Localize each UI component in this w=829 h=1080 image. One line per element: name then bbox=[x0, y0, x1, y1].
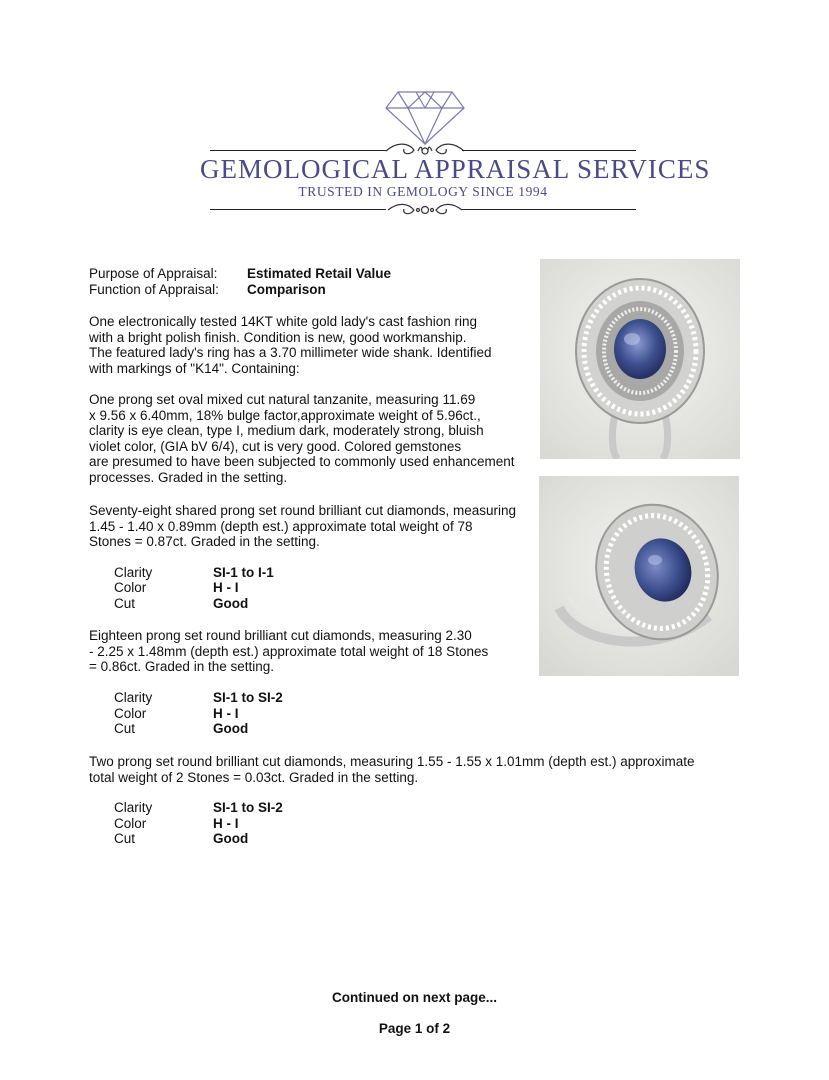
flourish-ornament-bottom bbox=[384, 199, 466, 221]
purpose-value: Estimated Retail Value bbox=[247, 266, 392, 281]
continued-note: Continued on next page... bbox=[332, 990, 497, 1005]
center-stone-line: processes. Graded in the setting. bbox=[89, 469, 288, 485]
company-tagline: TRUSTED IN GEMOLOGY SINCE 1994 bbox=[298, 184, 548, 199]
diamond-group-line: Seventy-eight shared prong set round brilliant cut diamonds, measuring bbox=[89, 503, 516, 518]
diamond-group-line: = 0.86ct. Graded in the setting. bbox=[89, 659, 274, 675]
cut-value: Good bbox=[213, 831, 249, 846]
color-label: Color bbox=[114, 816, 147, 831]
diamond-group-line: Stones = 0.87ct. Graded in the setting. bbox=[89, 534, 320, 550]
clarity-label: Clarity bbox=[114, 690, 153, 705]
header-rule bbox=[462, 150, 636, 151]
center-stone-line: are presumed to have been subjected to commonly used enhancement bbox=[89, 454, 515, 470]
company-name: GEMOLOGICAL APPRAISAL SERVICES bbox=[200, 154, 711, 184]
cut-value: Good bbox=[213, 596, 249, 611]
clarity-value: SI-1 to SI-2 bbox=[213, 800, 283, 815]
diamond-group-line: - 2.25 x 1.48mm (depth est.) approximate total weight of 18 Stones bbox=[89, 643, 489, 659]
diamond-group-description bbox=[89, 503, 516, 550]
clarity-label: Clarity bbox=[114, 565, 153, 580]
ring-photo-front bbox=[540, 259, 740, 459]
purpose-label: Purpose of Appraisal: bbox=[89, 266, 218, 281]
header-rule bbox=[210, 150, 386, 151]
color-value: H - I bbox=[213, 816, 239, 831]
color-label: Color bbox=[114, 706, 147, 721]
diamond-group-line: Two prong set round brilliant cut diamonds, measuring 1.55 - 1.55 x 1.01mm (depth est.) approximate bbox=[89, 754, 695, 769]
diamond-group-line: Eighteen prong set round brilliant cut diamonds, measuring 2.30 bbox=[89, 628, 472, 643]
diamond-group-description bbox=[89, 628, 488, 675]
cut-label: Cut bbox=[114, 721, 136, 736]
color-value: H - I bbox=[213, 706, 239, 721]
clarity-value: SI-1 to SI-2 bbox=[213, 690, 283, 705]
description-line: with markings of "K14". Containing: bbox=[89, 360, 300, 376]
description-line: One electronically tested 14KT white gold lady's cast fashion ring bbox=[89, 314, 478, 329]
function-label: Function of Appraisal: bbox=[89, 282, 219, 297]
diamond-group-line: total weight of 2 Stones = 0.03ct. Graded in the setting. bbox=[89, 769, 419, 785]
page-number: Page 1 of 2 bbox=[378, 1021, 451, 1036]
center-stone-line: clarity is eye clean, type I, medium dark, moderately strong, bluish bbox=[89, 423, 484, 439]
diamond-icon bbox=[380, 86, 470, 148]
cut-label: Cut bbox=[114, 831, 136, 846]
ring-photo-angle bbox=[539, 476, 739, 676]
description-line: The featured lady's ring has a 3.70 millimeter wide shank. Identified bbox=[89, 345, 492, 361]
diamond-group-description bbox=[89, 754, 695, 785]
clarity-label: Clarity bbox=[114, 800, 153, 815]
center-stone-description bbox=[89, 392, 515, 486]
clarity-value: SI-1 to I-1 bbox=[213, 565, 274, 580]
center-stone-line: x 9.56 x 6.40mm, 18% bulge factor,approximate weight of 5.96ct., bbox=[89, 407, 481, 423]
function-value: Comparison bbox=[247, 282, 326, 297]
diamond-group-line: 1.45 - 1.40 x 0.89mm (depth est.) approximate total weight of 78 bbox=[89, 518, 473, 534]
cut-value: Good bbox=[213, 721, 249, 736]
description-line: with a bright polish finish. Condition is new, good workmanship. bbox=[89, 329, 467, 345]
ring-description bbox=[89, 314, 492, 376]
center-stone-line: One prong set oval mixed cut natural tanzanite, measuring 11.69 bbox=[89, 392, 476, 407]
header-rule bbox=[462, 209, 636, 210]
color-label: Color bbox=[114, 580, 147, 595]
center-stone-line: violet color, (GIA bV 6/4), cut is very good. Colored gemstones bbox=[89, 438, 462, 454]
cut-label: Cut bbox=[114, 596, 136, 611]
header-rule bbox=[210, 209, 386, 210]
color-value: H - I bbox=[213, 580, 239, 595]
